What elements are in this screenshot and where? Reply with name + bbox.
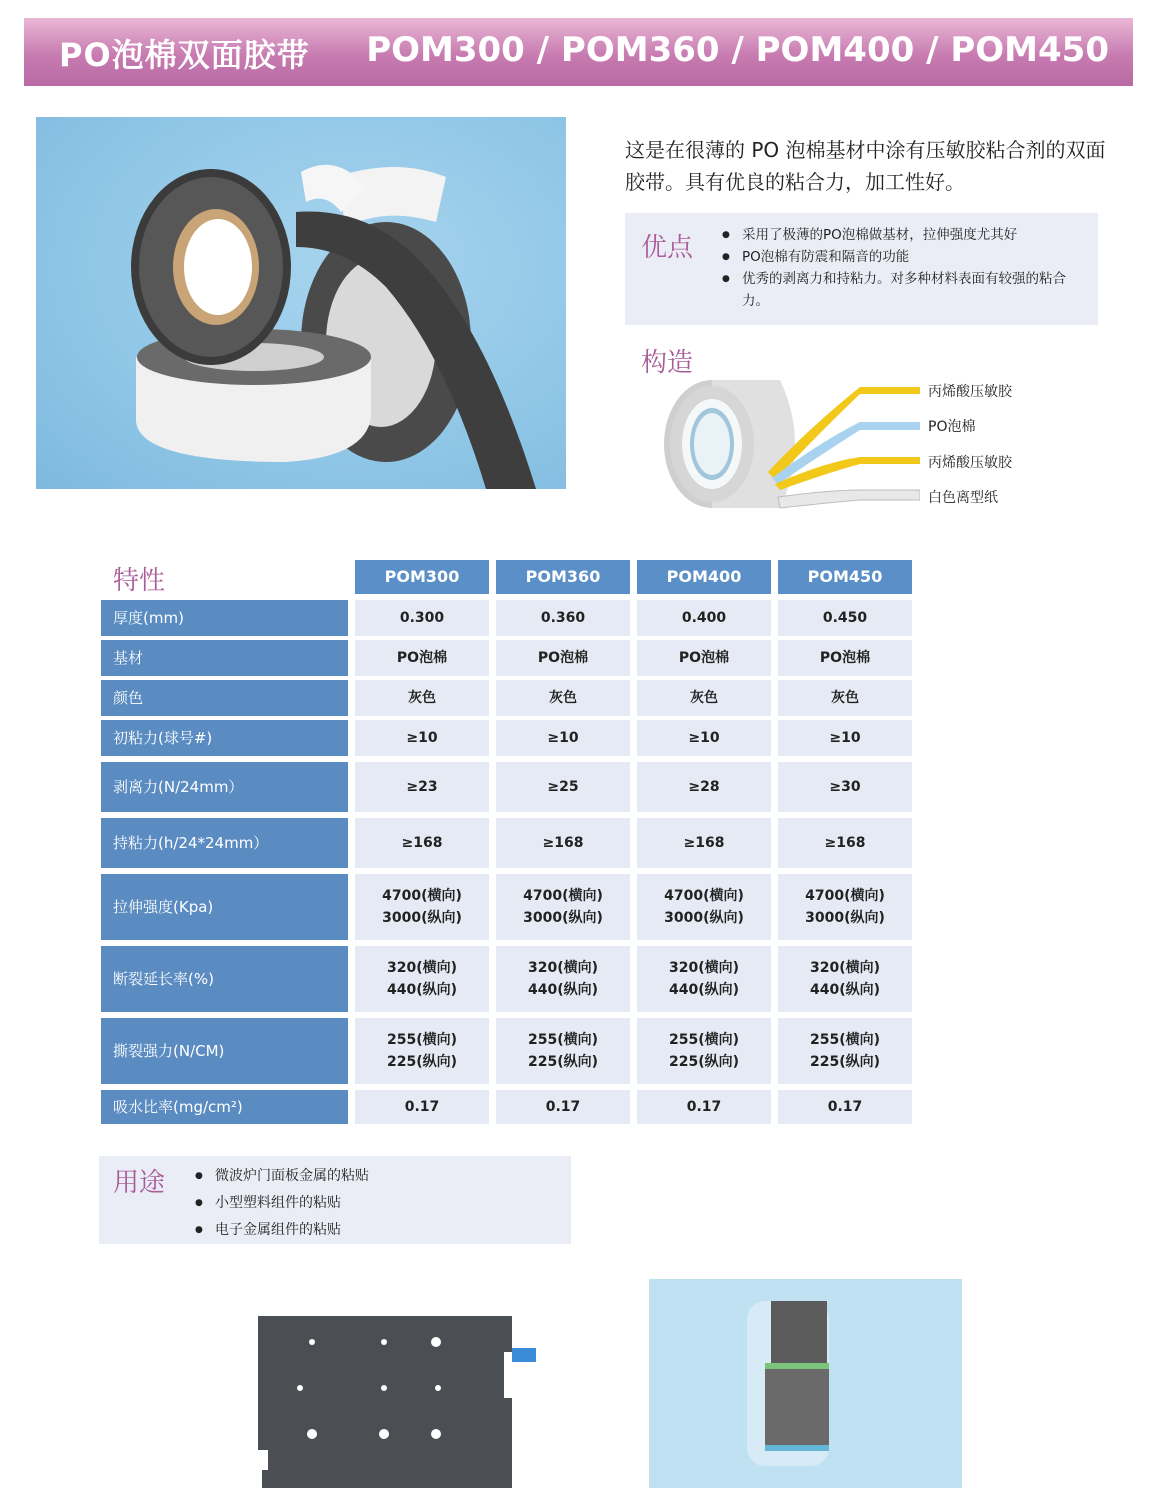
table-cell: 灰色 xyxy=(355,680,489,716)
list-item: ● 小型塑料组件的粘贴 xyxy=(195,1190,535,1217)
row-header: 厚度(mm) xyxy=(101,600,348,636)
structure-diagram xyxy=(660,372,920,517)
row-header: 断裂延长率(%) xyxy=(101,946,348,1012)
uses-box xyxy=(99,1156,571,1244)
row-header: 撕裂强力(N/CM) xyxy=(101,1018,348,1084)
table-cell: 0.17 xyxy=(778,1090,912,1124)
table-cell: PO泡棉 xyxy=(637,640,771,676)
header-banner xyxy=(24,18,1133,86)
list-item: ● 优秀的剥离力和持粘力。对多种材料表面有较强的粘合力。 xyxy=(722,268,1067,312)
advantages-box xyxy=(625,213,1098,325)
tape-sample-photo xyxy=(649,1279,962,1488)
table-cell: 255(横向) 225(纵向) xyxy=(496,1018,630,1084)
table-cell: 0.450 xyxy=(778,600,912,636)
model-list: POM300 / POM360 / POM400 / POM450 xyxy=(366,30,1109,70)
list-item: ● 微波炉门面板金属的粘贴 xyxy=(195,1163,535,1190)
table-cell: 0.300 xyxy=(355,600,489,636)
product-photo-rolls xyxy=(36,117,566,489)
row-header: 吸水比率(mg/cm²) xyxy=(101,1090,348,1124)
table-cell: 255(横向) 225(纵向) xyxy=(778,1018,912,1084)
table-cell: 320(横向) 440(纵向) xyxy=(778,946,912,1012)
table-cell: ≥168 xyxy=(355,818,489,868)
list-item: ● PO泡棉有防震和隔音的功能 xyxy=(722,246,1067,268)
table-cell: 0.17 xyxy=(637,1090,771,1124)
table-cell: ≥23 xyxy=(355,762,489,812)
table-cell: 0.17 xyxy=(496,1090,630,1124)
row-header: 初粘力(球号#) xyxy=(101,720,348,756)
row-header: 颜色 xyxy=(101,680,348,716)
row-header: 剥离力(N/24mm） xyxy=(101,762,348,812)
table-cell: ≥25 xyxy=(496,762,630,812)
table-cell: 320(横向) 440(纵向) xyxy=(496,946,630,1012)
table-cell: 0.400 xyxy=(637,600,771,636)
column-header: POM360 xyxy=(496,560,630,594)
intro-text: 这是在很薄的 PO 泡棉基材中涂有压敏胶粘合剂的双面胶带。具有优良的粘合力，加工性好。 xyxy=(625,138,1106,194)
column-header: POM450 xyxy=(778,560,912,594)
table-cell: 255(横向) 225(纵向) xyxy=(355,1018,489,1084)
table-cell: ≥10 xyxy=(355,720,489,756)
table-cell: PO泡棉 xyxy=(355,640,489,676)
table-cell: 4700(横向) 3000(纵向) xyxy=(637,874,771,940)
page-title: PO泡棉双面胶带 xyxy=(59,36,310,74)
table-cell: 255(横向) 225(纵向) xyxy=(637,1018,771,1084)
column-header: POM300 xyxy=(355,560,489,594)
structure-label: 构造 xyxy=(641,348,694,378)
table-cell: ≥168 xyxy=(496,818,630,868)
table-cell: ≥10 xyxy=(637,720,771,756)
layer-label: 丙烯酸压敏胶 xyxy=(928,384,1012,400)
table-cell: ≥30 xyxy=(778,762,912,812)
layer-label: 白色离型纸 xyxy=(928,490,998,506)
uses-list xyxy=(195,1163,535,1244)
properties-label: 特性 xyxy=(113,566,166,596)
table-cell: 4700(横向) 3000(纵向) xyxy=(778,874,912,940)
table-cell: ≥168 xyxy=(778,818,912,868)
column-header: POM400 xyxy=(637,560,771,594)
table-cell: 0.17 xyxy=(355,1090,489,1124)
list-item: ● 电子金属组件的粘贴 xyxy=(195,1217,535,1244)
table-cell: PO泡棉 xyxy=(496,640,630,676)
table-cell: ≥28 xyxy=(637,762,771,812)
table-cell: 灰色 xyxy=(778,680,912,716)
table-cell: 0.360 xyxy=(496,600,630,636)
table-cell: ≥10 xyxy=(778,720,912,756)
table-cell: 4700(横向) 3000(纵向) xyxy=(355,874,489,940)
advantages-label: 优点 xyxy=(641,233,694,263)
layer-label: PO泡棉 xyxy=(928,419,976,435)
table-cell: ≥168 xyxy=(637,818,771,868)
table-cell: 灰色 xyxy=(637,680,771,716)
table-cell: PO泡棉 xyxy=(778,640,912,676)
table-cell: 4700(横向) 3000(纵向) xyxy=(496,874,630,940)
list-item: ● 采用了极薄的PO泡棉做基材，拉伸强度尤其好 xyxy=(722,224,1067,246)
uses-label: 用途 xyxy=(113,1168,166,1198)
table-cell: ≥10 xyxy=(496,720,630,756)
row-header: 基材 xyxy=(101,640,348,676)
layer-label: 丙烯酸压敏胶 xyxy=(928,455,1012,471)
table-cell: 320(横向) 440(纵向) xyxy=(355,946,489,1012)
advantages-list xyxy=(722,224,1067,312)
row-header: 持粘力(h/24*24mm） xyxy=(101,818,348,868)
die-cut-sheet-photo xyxy=(254,1312,544,1488)
table-cell: 320(横向) 440(纵向) xyxy=(637,946,771,1012)
row-header: 拉伸强度(Kpa) xyxy=(101,874,348,940)
table-cell: 灰色 xyxy=(496,680,630,716)
